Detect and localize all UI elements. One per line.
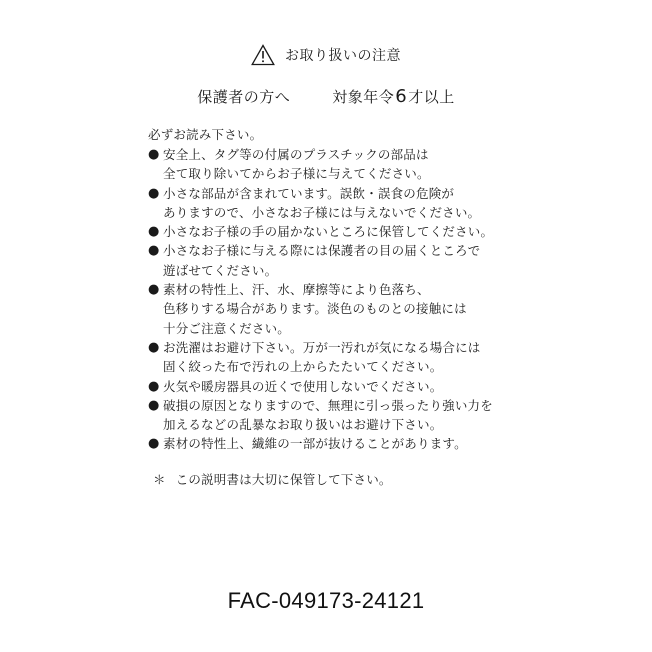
list-item bbox=[148, 434, 538, 453]
list-item bbox=[148, 338, 538, 377]
notice-text: 素材の特性上、汗、水、摩擦等により色落ち、 色移りする場合があります。淡色のものとの接触には 十分ご注意ください。 bbox=[163, 282, 467, 336]
notice-text: 安全上、タグ等の付属のプラスチックの部品は 全て取り除いてからお子様に与えてください。 bbox=[163, 147, 430, 182]
notice-text: 火気や暖房器具の近くで使用しないでください。 bbox=[163, 378, 443, 394]
bullet-icon: ● bbox=[148, 397, 160, 413]
list-item bbox=[148, 280, 538, 338]
notice-text: 小さなお子様に与える際には保護者の目の届くところで 遊ばせてください。 bbox=[163, 243, 481, 278]
bullet-icon: ● bbox=[148, 147, 160, 162]
notice-text: お洗濯はお避け下さい。万が一汚れが気になる場合には 固く絞った布で汚れの上からたたいてください。 bbox=[163, 339, 481, 375]
list-item bbox=[148, 241, 538, 280]
bullet-icon: ● bbox=[148, 243, 160, 259]
list-item bbox=[148, 222, 538, 241]
asterisk-icon: ＊ bbox=[153, 472, 166, 487]
subtitle-row bbox=[0, 86, 652, 107]
notice-list bbox=[148, 145, 538, 454]
notice-text: 破損の原因となりますので、無理に引っ張ったり強い力を 加えるなどの乱暴なお取り扱いはお避け下さい。 bbox=[163, 397, 493, 433]
bullet-icon: ● bbox=[148, 436, 160, 452]
bullet-icon: ● bbox=[148, 185, 160, 201]
notice-body bbox=[148, 125, 538, 454]
age-prefix: 対象年令 bbox=[332, 88, 395, 106]
notice-text: 素材の特性上、繊維の一部が抜けることがあります。 bbox=[163, 436, 467, 452]
notice-text: 小さな部品が含まれています。誤飲・誤食の危険が ありますので、小さなお子様には与えないでください。 bbox=[163, 185, 481, 220]
list-item bbox=[148, 184, 538, 223]
warning-triangle-icon bbox=[251, 44, 275, 66]
list-item bbox=[148, 396, 538, 435]
age-number: 6 bbox=[395, 86, 408, 107]
guardian-heading: 保護者の方へ bbox=[197, 88, 291, 106]
footnote bbox=[153, 470, 392, 488]
bullet-icon: ● bbox=[148, 224, 160, 240]
age-suffix: 才以上 bbox=[408, 88, 455, 106]
bullet-icon: ● bbox=[148, 282, 160, 298]
list-item bbox=[148, 377, 538, 396]
list-item bbox=[148, 145, 538, 184]
footnote-text: この説明書は大切に保管して下さい。 bbox=[175, 472, 392, 487]
bullet-icon: ● bbox=[148, 339, 160, 355]
age-requirement bbox=[332, 86, 454, 107]
product-code: FAC-049173-24121 bbox=[227, 588, 425, 613]
intro-text: 必ずお読み下さい。 bbox=[148, 127, 263, 142]
notice-header bbox=[0, 40, 652, 70]
page-title: お取り扱いの注意 bbox=[285, 48, 401, 64]
bullet-icon: ● bbox=[148, 378, 160, 394]
notice-text: 小さなお子様の手の届かないところに保管してください。 bbox=[163, 224, 494, 240]
